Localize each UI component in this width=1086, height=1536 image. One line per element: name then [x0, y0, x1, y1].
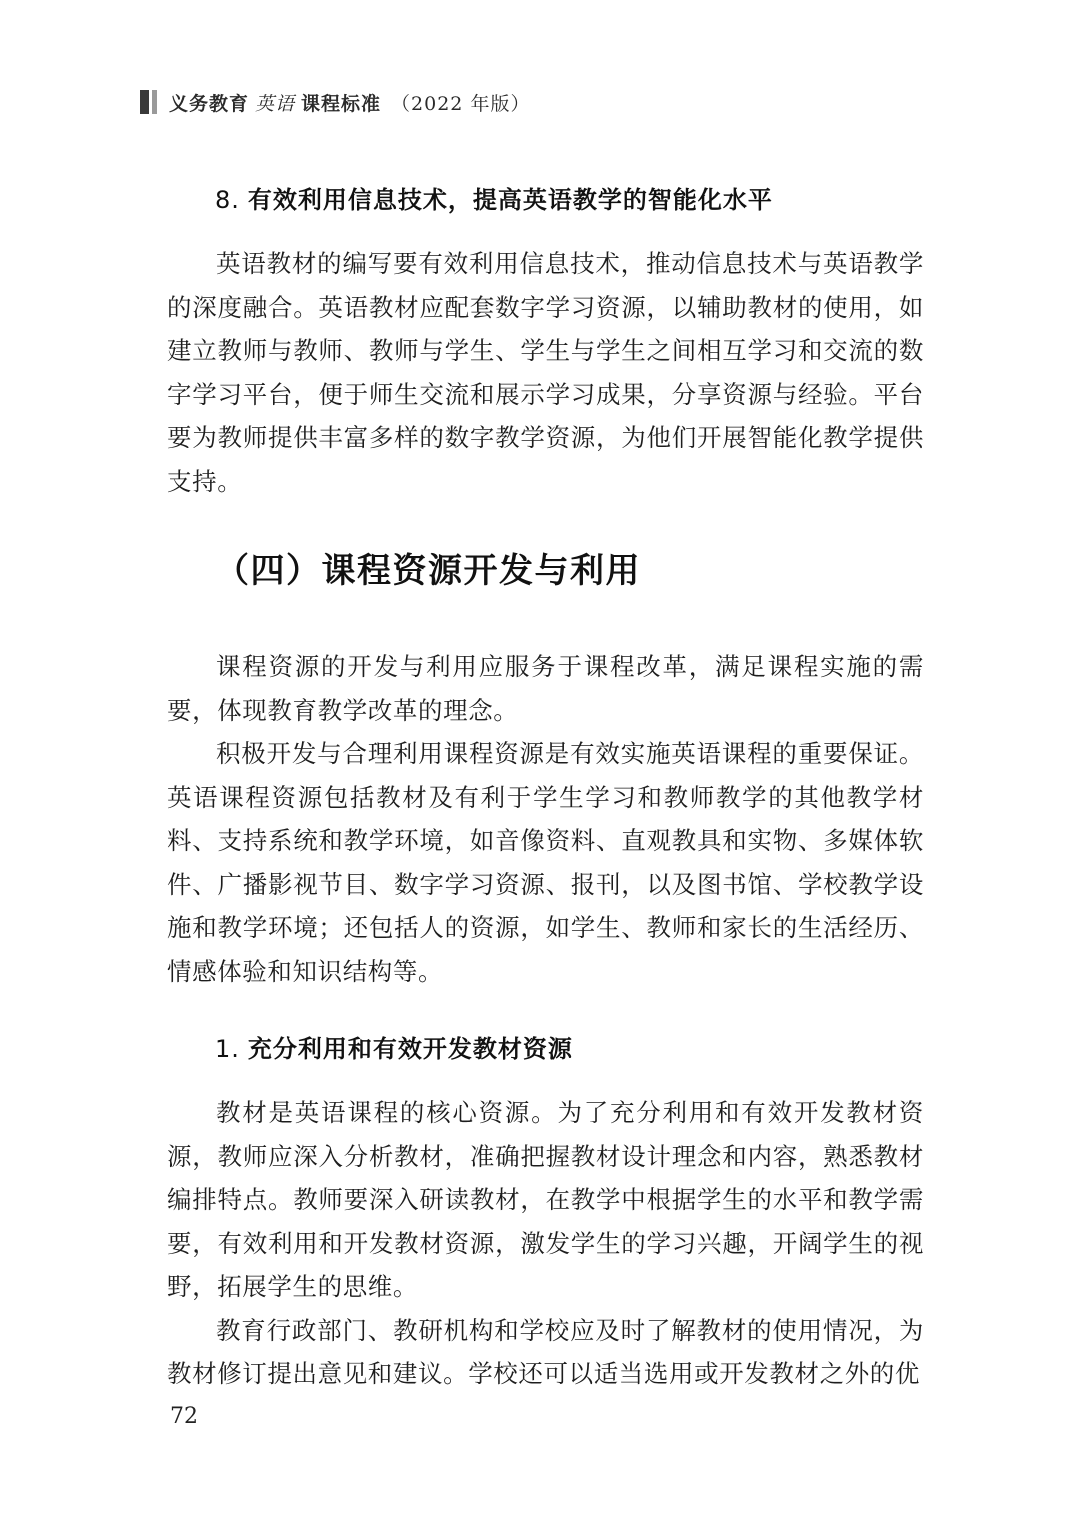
subheading-1-number: 1.	[215, 1035, 240, 1063]
running-header	[140, 88, 530, 116]
paragraph-1-1: 教材是英语课程的核心资源。为了充分利用和有效开发教材资源，教师应深入分析教材，准确把握教材设计理念和内容，熟悉教材编排特点。教师要深入研读教材，在教学中根据学生的水平和教学需要，有效利用和开发教材资源，激发学生的学习兴趣，开阔学生的视野，拓展学生的思维。	[167, 1098, 924, 1301]
subheading-1-text: 充分利用和有效开发教材资源	[247, 1035, 573, 1063]
subheading-8	[167, 178, 924, 222]
section-title-4: （四）课程资源开发与利用	[215, 551, 641, 591]
header-edition: （2022 年版）	[391, 92, 531, 115]
subheading-8-text: 有效利用信息技术，提高英语教学的智能化水平	[247, 186, 773, 214]
paragraph-8: 英语教材的编写要有效利用信息技术，推动信息技术与英语教学的深度融合。英语教材应配套数字学习资源，以辅助教材的使用，如建立教师与教师、教师与学生、学生与学生之间相互学习和交流的数字学习平台，便于师生交流和展示学习成果，分享资源与经验。平台要为教师提供丰富多样的数字教学资源，为他们开展智能化教学提供支持。	[167, 249, 924, 496]
page-body	[167, 178, 924, 1396]
subheading-8-number: 8.	[215, 186, 240, 214]
page-number: 72	[170, 1404, 198, 1429]
paragraph-4-1: 课程资源的开发与利用应服务于课程改革，满足课程实施的需要，体现教育教学改革的理念。	[167, 652, 924, 725]
header-marker-icon	[140, 90, 157, 114]
header-series: 义务教育	[169, 92, 250, 115]
header-title: 课程标准	[301, 92, 382, 115]
header-bar-light	[152, 90, 157, 114]
paragraph-1-2: 教育行政部门、教研机构和学校应及时了解教材的使用情况，为教材修订提出意见和建议。学校还可以适当选用或开发教材之外的优	[167, 1315, 924, 1388]
header-text	[169, 89, 530, 116]
header-bar-dark	[140, 90, 149, 114]
subheading-1	[167, 1027, 924, 1071]
header-subject: 英语	[255, 92, 296, 115]
paragraph-4-2: 积极开发与合理利用课程资源是有效实施英语课程的重要保证。英语课程资源包括教材及有利于学生学习和教师教学的其他教学材料、支持系统和教学环境，如音像资料、直观教具和实物、多媒体软件、广播影视节目、数字学习资源、报刊，以及图书馆、学校教学设施和教学环境；还包括人的资源，如学生、教师和家长的生活经历、情感体验和知识结构等。	[167, 739, 924, 986]
